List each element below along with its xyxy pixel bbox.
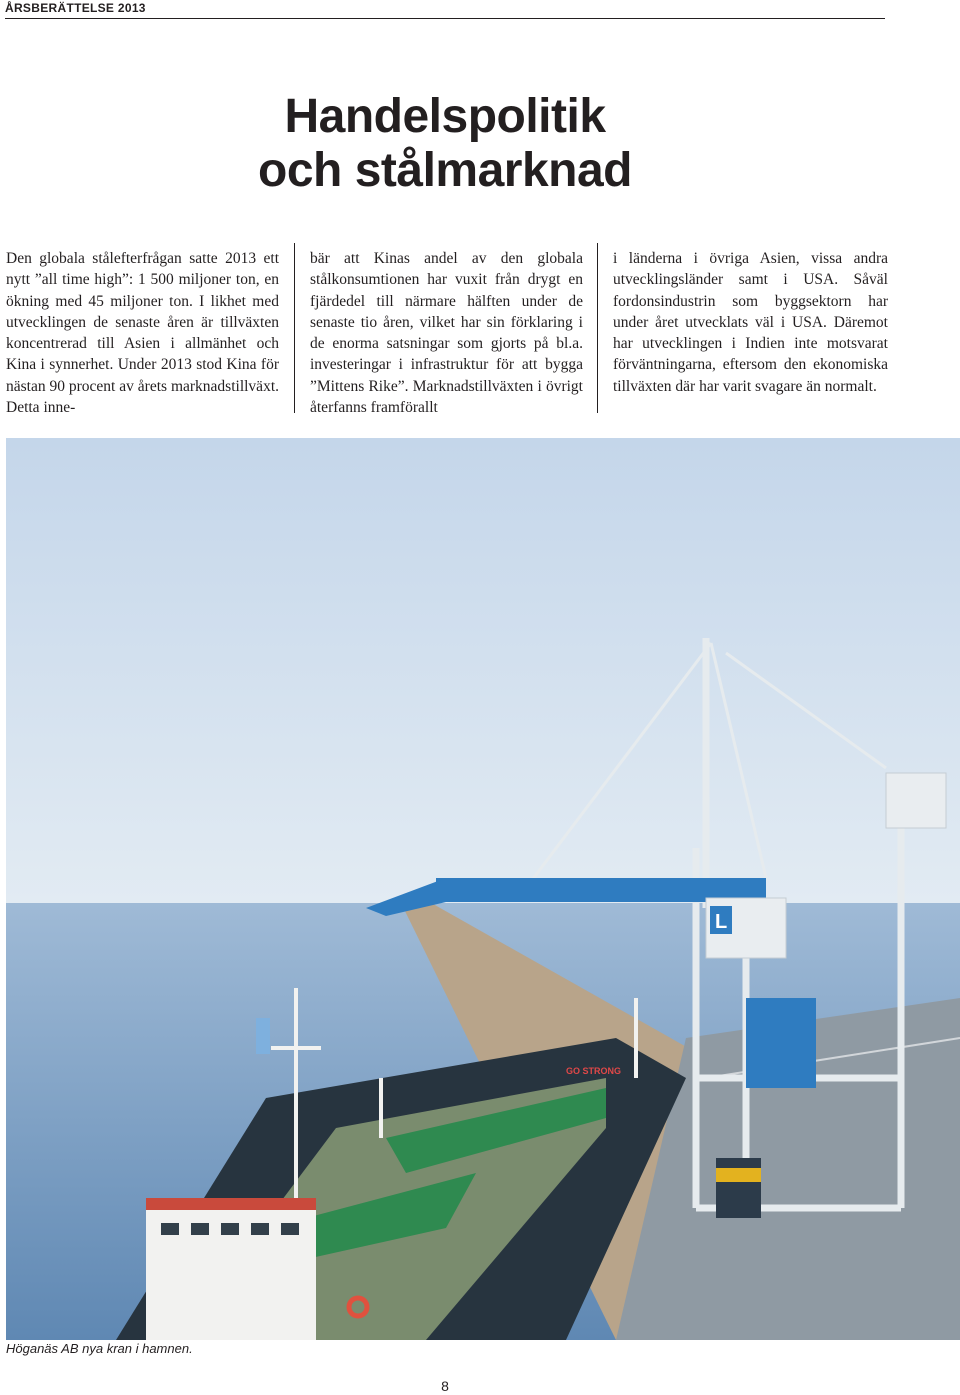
header-rule <box>5 18 885 19</box>
sky <box>6 438 960 903</box>
page-number: 8 <box>441 1378 449 1394</box>
flag <box>256 1018 270 1054</box>
truck <box>716 1158 761 1218</box>
harbour-crane-photo <box>6 438 960 1340</box>
text-column-1: Den globala stålefterfrågan satte 2013 ett nytt ”all time high”: 1 500 miljoner ton, en ökning med 45 miljoner ton. I likhet med utvecklingen de senaste åren är tillväxten koncentrerad till Asien i allmänhet och Kina i synnerhet. Under 2013 stod Kina för nästan 90 procent av årets marknadstillväxt. Detta inne- <box>6 250 279 417</box>
ship-bridge <box>146 1198 316 1340</box>
crane-sign: L <box>715 911 728 933</box>
crane-machinery <box>886 773 946 828</box>
running-header: ÅRSBERÄTTELSE 2013 <box>5 1 146 15</box>
harbour-illustration <box>6 438 960 1340</box>
ship-name: GO STRONG <box>566 1066 622 1076</box>
grab-hopper <box>746 998 816 1088</box>
text-column-3: i länderna i övriga Asien, vissa andra utvecklingsländer samt i USA. Såväl fordonsindustrin som byggsektorn har under året utvecklats väl i USA. Däremot har utvecklingen i Indien inte motsvarat förväntningarna, eftersom den ekonomiska tillväxten där har varit svagare än normalt. <box>613 250 888 395</box>
photo-caption: Höganäs AB nya kran i hamnen. <box>6 1341 193 1356</box>
column-divider-1 <box>294 243 295 413</box>
page-title <box>0 90 890 198</box>
title-line-1: Handelspolitik <box>284 90 606 143</box>
column-divider-2 <box>597 243 598 413</box>
text-column-2: bär att Kinas andel av den globala stålkonsumtionen har vuxit från drygt en fjärdedel till närmare hälften under de senaste tio åren, vilket har sin förklaring i de enorma satsningar som gjorts på bl.a. investeringar i infrastruktur för att bygga ”Mittens Rike”. Marknadstillväxten i övrigt återfanns framförallt <box>310 250 583 417</box>
title-line-2: och stålmarknad <box>258 144 632 197</box>
